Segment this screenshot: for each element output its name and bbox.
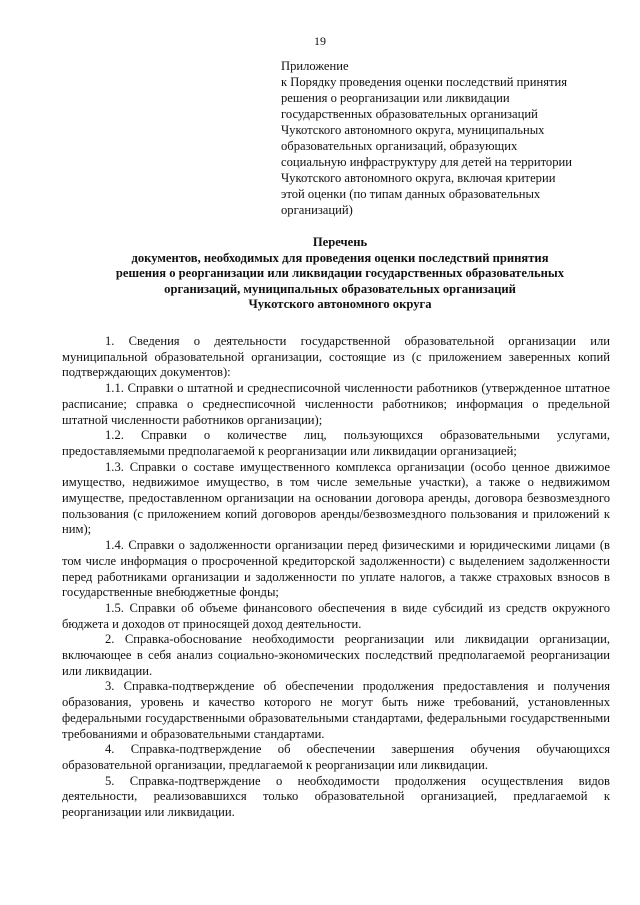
title-line: решения о реорганизации или ликвидации государственных образовательных [115, 266, 565, 280]
appendix-line: Чукотского автономного округа, включая критерии [281, 171, 556, 186]
appendix-line: Приложение [281, 59, 349, 73]
title-line: документов, необходимых для проведения оценки последствий принятия [131, 250, 549, 265]
paragraph-1-1: 1.1. Справки о штатной и среднесписочной численности работников (утвержденное штатное расписание; справка о среднесписочной численности работников; информация о предельной штатной численности работников организации); [62, 381, 610, 427]
appendix-line: этой оценки (по типам данных образовательных [281, 187, 541, 202]
document-title [70, 235, 610, 313]
paragraph-2: 2. Справка-обоснование необходимости реорганизации или ликвидации организации, включающее в себя анализ социально-экономических последствий предполагаемой реорганизации или ликвидации. [62, 632, 610, 678]
appendix-line: организаций) [281, 203, 353, 218]
paragraph-1-4: 1.4. Справки о задолженности организации перед физическими и юридическими лицами (в том числе информация о просроченной кредиторской задолженности) с выделением задолженности перед работниками организации и задолженности по уплате налогов, а также страховых взносов в государственные внебюджетные фонды; [62, 538, 610, 600]
appendix-line: образовательных организаций, образующих [281, 139, 518, 154]
title-line: Чукотского автономного округа [248, 297, 432, 311]
appendix-line: Чукотского автономного округа, муниципальных [281, 123, 545, 138]
title-line: организаций, муниципальных образовательных организаций [164, 281, 516, 296]
appendix-line: к Порядку проведения оценки последствий принятия [281, 75, 568, 90]
paragraph-4: 4. Справка-подтверждение об обеспечении завершения обучения обучающихся образовательной организации, предлагаемой к реорганизации или ликвидации. [62, 742, 610, 772]
appendix-line: социальную инфраструктуру для детей на территории [281, 155, 572, 170]
appendix-line: государственных образовательных организаций [281, 107, 538, 122]
document-body [62, 334, 610, 821]
paragraph-1-5: 1.5. Справки об объеме финансового обеспечения в виде субсидий из средств окружного бюджета и доходов от приносящей доход деятельности. [62, 600, 610, 631]
title-heading: Перечень [312, 235, 368, 249]
page-number: 19 [314, 34, 326, 48]
paragraph-1: 1. Сведения о деятельности государственной образовательной организации или муниципальной образовательной организации, состоящие из (с приложением заверенных копий подтверждающих документов): [62, 334, 610, 380]
paragraph-3: 3. Справка-подтверждение об обеспечении продолжения предоставления и получения образования, уровень и качество которого не могут быть ниже требований, установленных федеральными государственными образовательными стандартами, федеральными государственными требованиями и образовательными стандартами. [62, 679, 610, 741]
paragraph-1-3: 1.3. Справки о составе имущественного комплекса организации (особо ценное движимое имущество, недвижимое имущество, в том числе земельные участки), а также о недвижимом имуществе, предоставленном организации на основании договора аренды, договора безвозмездного пользования (с приложением копий договоров аренды/безвозмездного пользования и приложений к ним); [62, 459, 610, 537]
paragraph-1-2: 1.2. Справки о количестве лиц, пользующихся образовательными услугами, предоставляемыми предполагаемой к реорганизации или ликвидации организацией; [62, 428, 610, 458]
appendix-note [281, 58, 605, 218]
appendix-line: решения о реорганизации или ликвидации [281, 91, 510, 106]
paragraph-5: 5. Справка-подтверждение о необходимости продолжения осуществления видов деятельности, реализовавшихся только образовательной организацией, предлагаемой к реорганизации или ликвидации. [62, 773, 610, 820]
